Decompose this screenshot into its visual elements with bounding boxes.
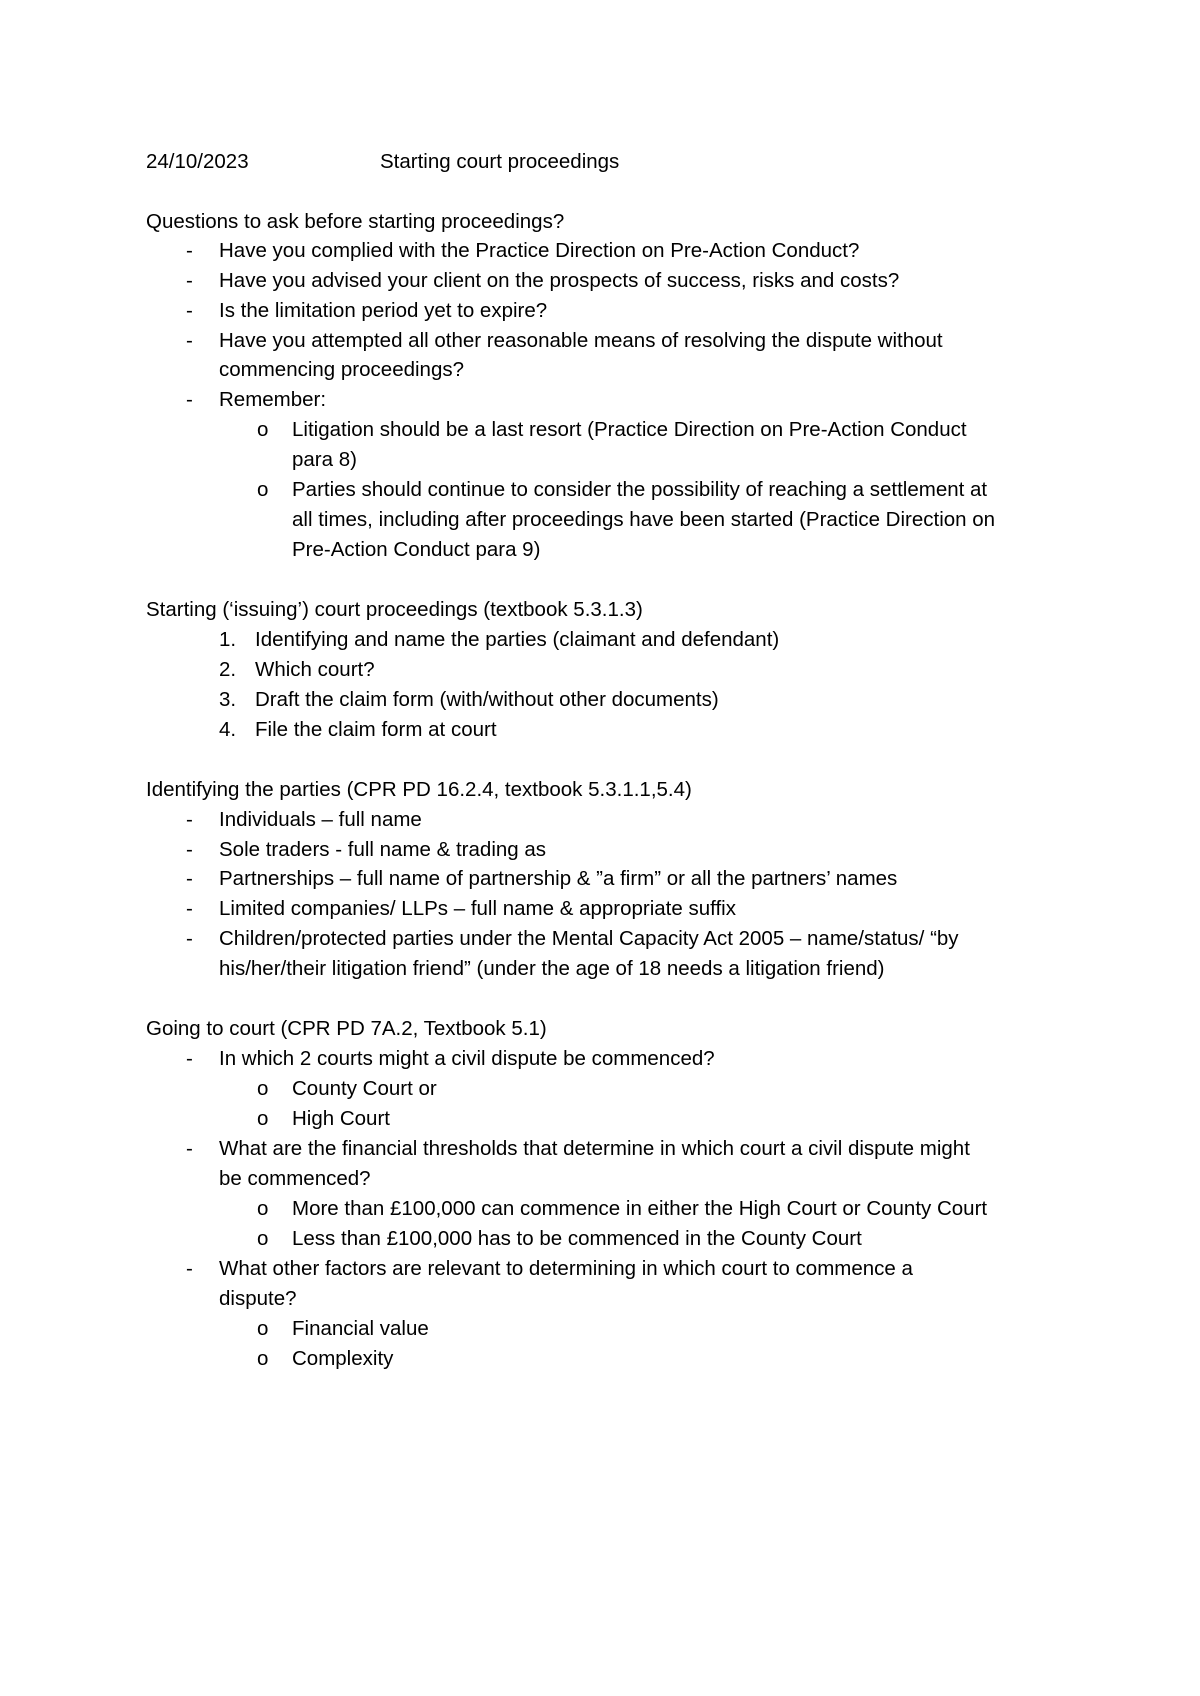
numbered-item: Identifying and name the parties (claimant and defendant) bbox=[255, 628, 780, 651]
circle-bullet-icon: o bbox=[257, 1197, 269, 1220]
document-title: Starting court proceedings bbox=[380, 150, 620, 173]
circle-bullet-icon: o bbox=[257, 478, 269, 501]
list-number: 2. bbox=[219, 658, 237, 681]
list-item: Individuals – full name bbox=[219, 808, 422, 831]
dash-bullet-icon: - bbox=[186, 388, 193, 411]
dash-bullet-icon: - bbox=[186, 329, 193, 352]
list-number: 3. bbox=[219, 688, 237, 711]
dash-bullet-icon: - bbox=[186, 269, 193, 292]
dash-bullet-icon: - bbox=[186, 1257, 193, 1280]
list-number: 4. bbox=[219, 718, 237, 741]
list-item-continuation: dispute? bbox=[219, 1287, 297, 1310]
list-item-continuation: be commenced? bbox=[219, 1167, 371, 1190]
dash-bullet-icon: - bbox=[186, 927, 193, 950]
sub-list-item: Litigation should be a last resort (Practice Direction on Pre-Action Conduct bbox=[292, 418, 967, 441]
circle-bullet-icon: o bbox=[257, 1227, 269, 1250]
list-number: 1. bbox=[219, 628, 237, 651]
dash-bullet-icon: - bbox=[186, 897, 193, 920]
dash-bullet-icon: - bbox=[186, 299, 193, 322]
list-item: Have you advised your client on the prospects of success, risks and costs? bbox=[219, 269, 900, 292]
dash-bullet-icon: - bbox=[186, 808, 193, 831]
circle-bullet-icon: o bbox=[257, 1347, 269, 1370]
list-item-continuation: commencing proceedings? bbox=[219, 358, 464, 381]
list-item: Partnerships – full name of partnership & ”a firm” or all the partners’ names bbox=[219, 867, 898, 890]
list-item: In which 2 courts might a civil dispute be commenced? bbox=[219, 1047, 715, 1070]
list-item: What other factors are relevant to determining in which court to commence a bbox=[219, 1257, 913, 1280]
dash-bullet-icon: - bbox=[186, 838, 193, 861]
sub-list-item: Parties should continue to consider the possibility of reaching a settlement at bbox=[292, 478, 988, 501]
list-item: Have you attempted all other reasonable means of resolving the dispute without bbox=[219, 329, 943, 352]
list-item: Have you complied with the Practice Direction on Pre-Action Conduct? bbox=[219, 239, 860, 262]
sub-list-item: More than £100,000 can commence in either the High Court or County Court bbox=[292, 1197, 988, 1220]
dash-bullet-icon: - bbox=[186, 867, 193, 890]
document-date: 24/10/2023 bbox=[146, 150, 249, 173]
section-heading: Going to court (CPR PD 7A.2, Textbook 5.1) bbox=[146, 1017, 547, 1040]
list-item: Is the limitation period yet to expire? bbox=[219, 299, 548, 322]
dash-bullet-icon: - bbox=[186, 1137, 193, 1160]
list-item: Remember: bbox=[219, 388, 327, 411]
dash-bullet-icon: - bbox=[186, 1047, 193, 1070]
numbered-item: Draft the claim form (with/without other documents) bbox=[255, 688, 719, 711]
list-item: Children/protected parties under the Mental Capacity Act 2005 – name/status/ “by bbox=[219, 927, 959, 950]
section-heading: Questions to ask before starting proceedings? bbox=[146, 210, 565, 233]
numbered-item: File the claim form at court bbox=[255, 718, 497, 741]
sub-list-item: High Court bbox=[292, 1107, 390, 1130]
sub-list-item-continuation: all times, including after proceedings have been started (Practice Direction on bbox=[292, 508, 996, 531]
sub-list-item: Less than £100,000 has to be commenced in the County Court bbox=[292, 1227, 862, 1250]
sub-list-item: County Court or bbox=[292, 1077, 437, 1100]
sub-list-item: Complexity bbox=[292, 1347, 394, 1370]
numbered-item: Which court? bbox=[255, 658, 375, 681]
list-item: What are the financial thresholds that determine in which court a civil dispute might bbox=[219, 1137, 970, 1160]
list-item: Limited companies/ LLPs – full name & appropriate suffix bbox=[219, 897, 736, 920]
circle-bullet-icon: o bbox=[257, 418, 269, 441]
sub-list-item: Financial value bbox=[292, 1317, 429, 1340]
circle-bullet-icon: o bbox=[257, 1107, 269, 1130]
circle-bullet-icon: o bbox=[257, 1077, 269, 1100]
sub-list-item-continuation: Pre-Action Conduct para 9) bbox=[292, 538, 541, 561]
list-item-continuation: his/her/their litigation friend” (under the age of 18 needs a litigation friend) bbox=[219, 957, 885, 980]
dash-bullet-icon: - bbox=[186, 239, 193, 262]
section-heading: Identifying the parties (CPR PD 16.2.4, textbook 5.3.1.1,5.4) bbox=[146, 778, 692, 801]
sub-list-item-continuation: para 8) bbox=[292, 448, 357, 471]
list-item: Sole traders - full name & trading as bbox=[219, 838, 547, 861]
circle-bullet-icon: o bbox=[257, 1317, 269, 1340]
section-heading: Starting (‘issuing’) court proceedings (textbook 5.3.1.3) bbox=[146, 598, 643, 621]
